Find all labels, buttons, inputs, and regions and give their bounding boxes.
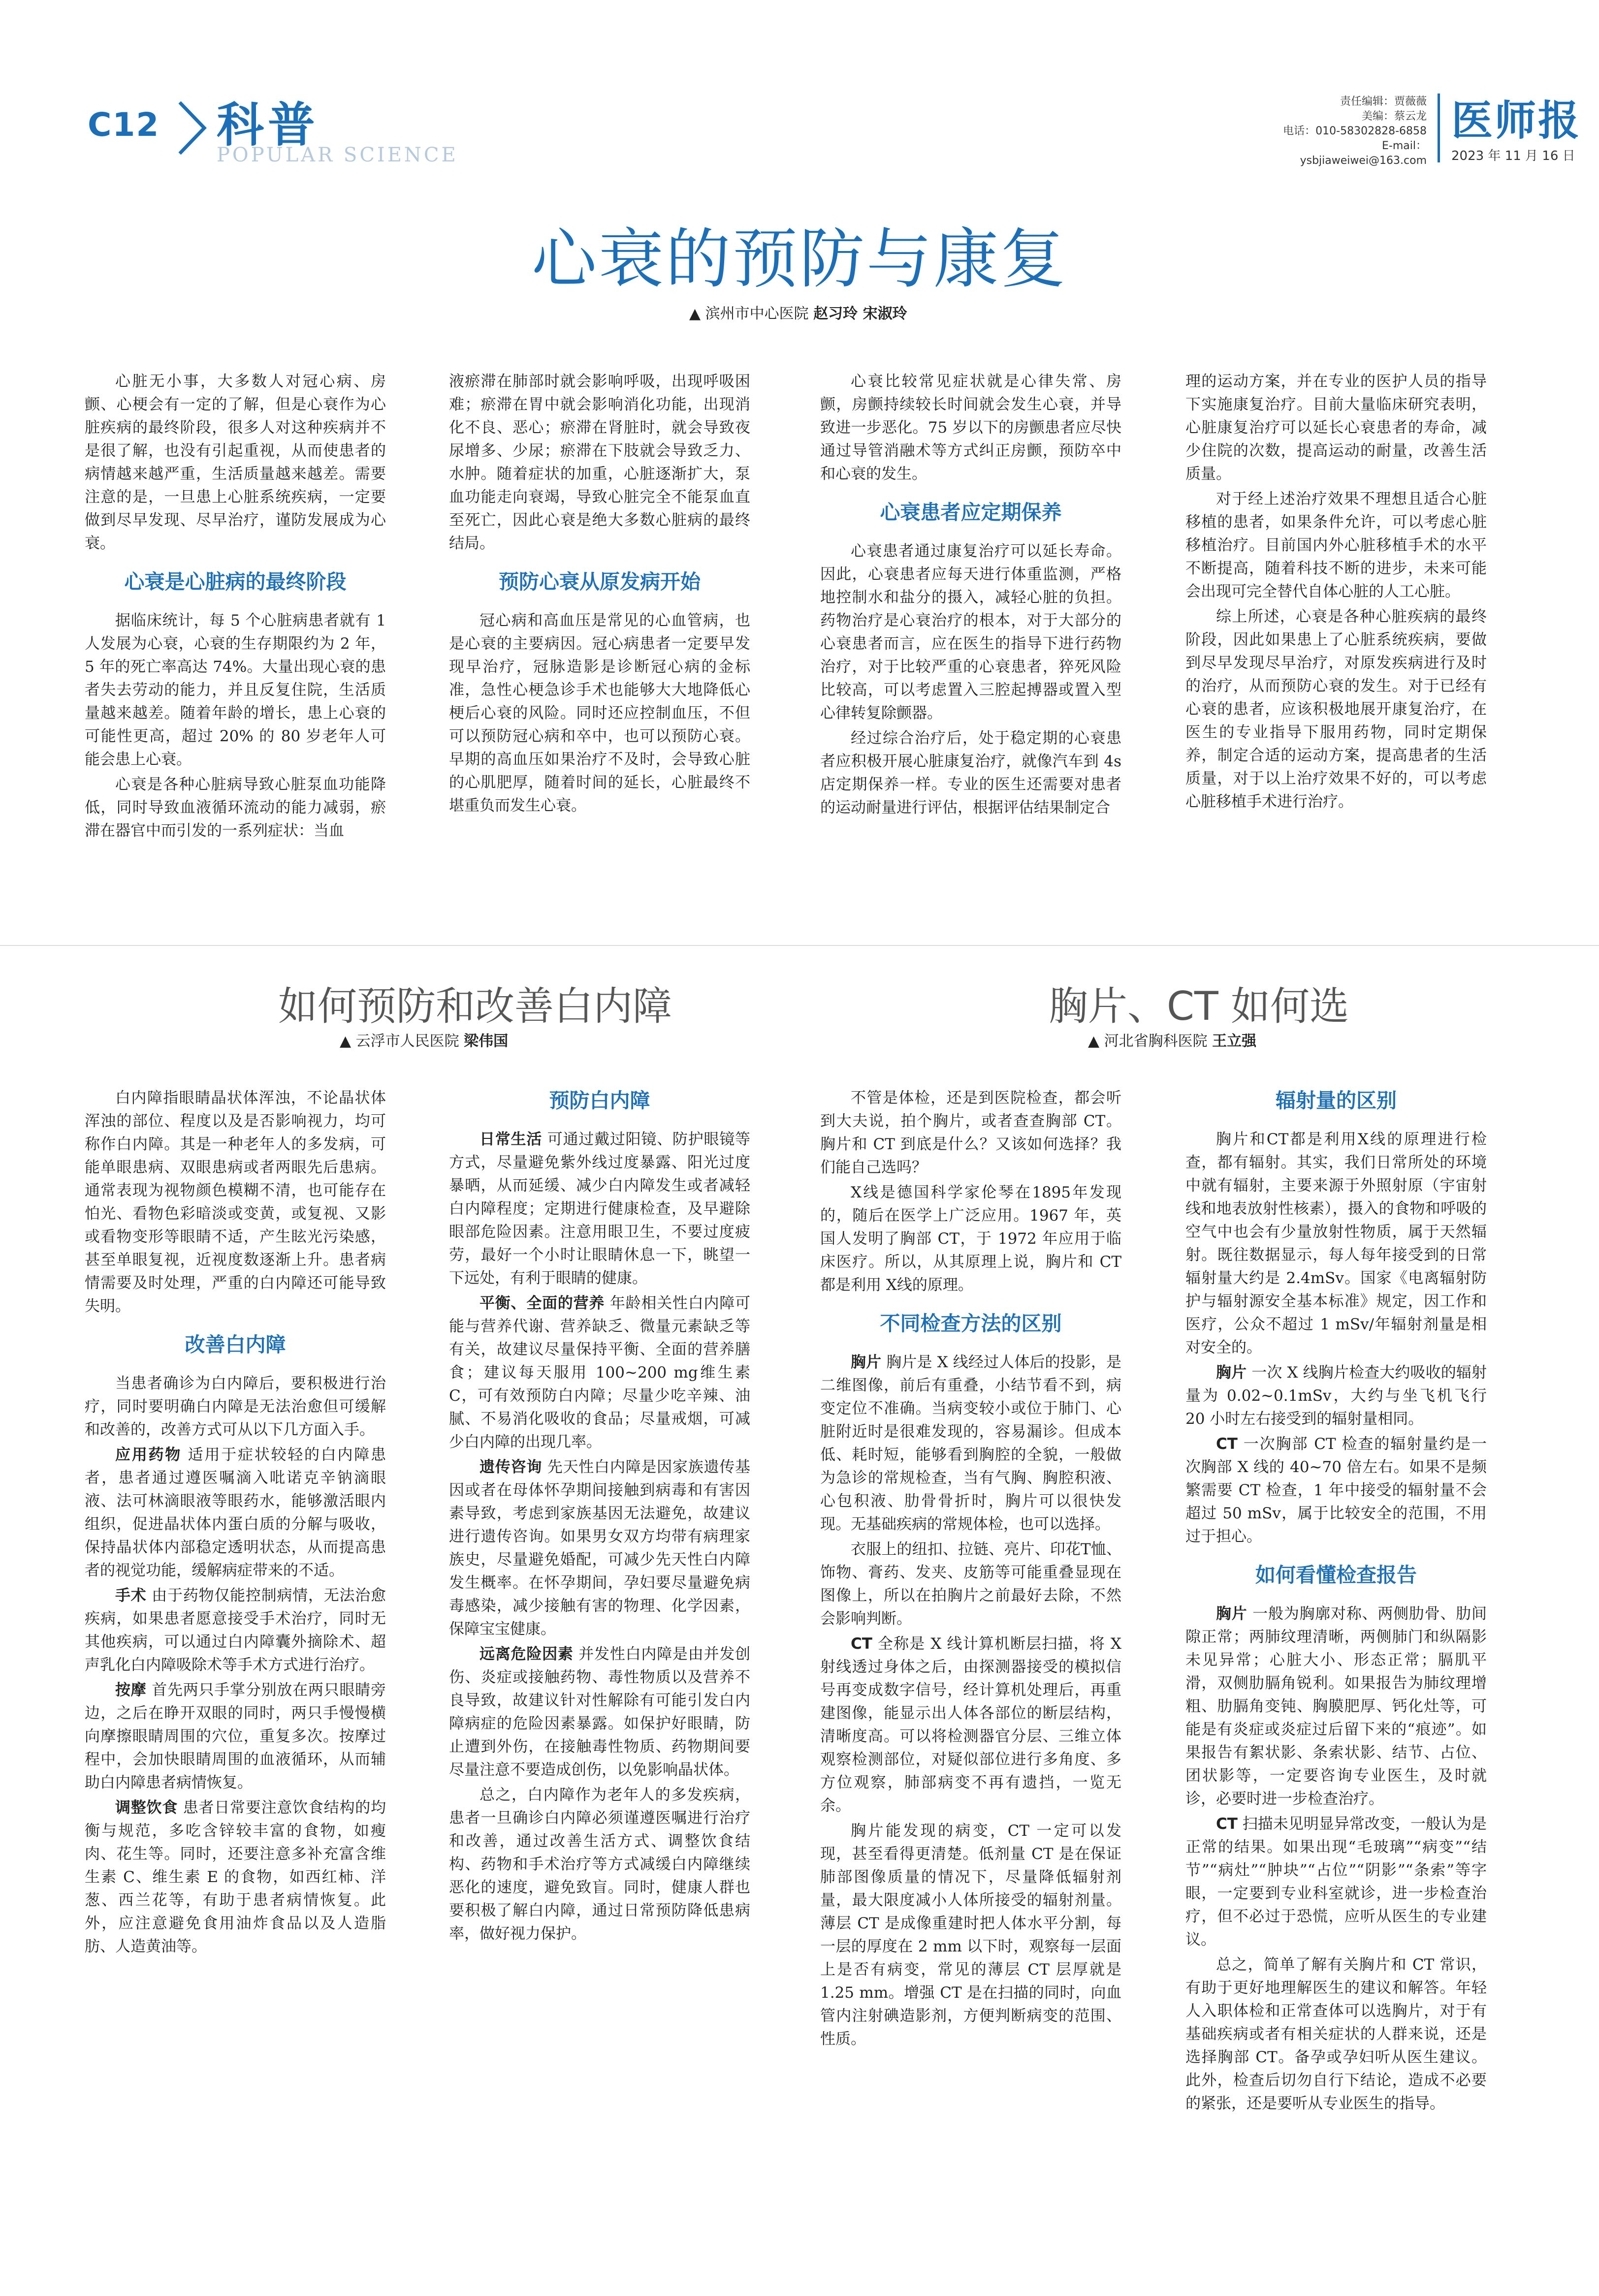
item-label: 手术	[115, 1587, 147, 1604]
subheading: 不同检查方法的区别	[880, 1312, 1062, 1335]
paragraph: 白内障指眼睛晶状体浑浊，不论晶状体浑浊的部位、程度以及是否影响视力，均可称作白内障。其是一种老年人的多发病，可能单眼患病、双眼患病或者两眼先后患病。通常表现为视物颜色模糊不清，也可能存在怕光、看物色彩暗淡或变黄，或复视、又影或看物变形等眼睛不适，产生眩光污染感，甚至单眼复视，近视度数逐渐上升。患者病情需要及时处理，严重的白内障还可能导致失明。	[85, 1089, 386, 1315]
paragraph: 当患者确诊为白内障后，要积极进行治疗，同时要明确白内障是无法治愈但可缓解和改善的，改善方式可从以下几方面入手。	[85, 1375, 386, 1439]
item-text: 胸片是 X 线经过人体后的投影，是二维图像，前后有重叠，小结节看不到，病变定位不准确。当病变较小或位于肺门、心脏附近时是很难发现的，容易漏诊。但成本低、耗时短，能够看到胸腔的全貌，一般做为急诊的常规检查，当有气胸、胸腔积液、心包积液、肋骨骨折时，胸片可以很快发现。无基础疾病的常规体检，也可以选择。	[820, 1353, 1121, 1533]
paragraph	[1185, 1361, 1487, 1431]
article2-title: 如何预防和改善白内障	[278, 983, 672, 1029]
paragraph: 心衰比较常见症状就是心律失常、房颤，房颤持续较长时间就会发生心衰，并导致进一步恶化。75 岁以下的房颤患者应尽快通过导管消融术等方式纠正房颤，预防卒中和心衰的发生。	[820, 373, 1121, 483]
article1-column-1	[85, 370, 386, 916]
item-text: 并发性白内障是由并发创伤、炎症或接触药物、毒性物质以及营养不良导致，故建议针对性解除有可能引发白内障病症的危险因素暴露。如保护好眼睛，防止遭到外伤，在接触毒性物质、药物期间要尽量注意不要造成创伤，以免影响晶状体。	[449, 1645, 750, 1779]
item-label: CT	[1216, 1815, 1238, 1833]
paragraph: 理的运动方案，并在专业的医护人员的指导下实施康复治疗。目前大量临床研究表明，心脏康复治疗可以延长心衰患者的寿命，减少住院的次数，提高运动的耐量，改善生活质量。	[1185, 373, 1487, 483]
section-title-en: POPULAR SCIENCE	[217, 144, 458, 166]
item-text: 胸片能发现的病变，CT 一定可以发现，甚至看得更清楚。低剂量 CT 是在保证肺部图像质量的情况下，尽量降低辐射剂量，最大限度减小人体所接受的辐射剂量。薄层 CT 是成像重建时把人体水平分割，每一层的厚度在 2 mm 以下时，观察每一层面上是否有病变，常见的薄层 CT 层厚就是 1.25 mm。增强 CT 是在扫描的同时，向血管内注射碘造影剂，方便判断病变的范围、性质。	[820, 1822, 1121, 2048]
paragraph: 综上所述，心衰是各种心脏疾病的最终阶段，因此如果患上了心脏系统疾病，要做到尽早发现尽早治疗，对原发疾病进行及时的治疗，从而预防心衰的发生。对于已经有心衰的患者，应该积极地展开康复治疗，在医生的专业指导下服用药物，同时定期保养，制定合适的运动方案，提高患者的生活质量，对于以上治疗效果不好的，可以考虑心脏移植手术进行治疗。	[1185, 608, 1487, 811]
paragraph: 心脏无小事，大多数人对冠心病、房颤、心梗会有一定的了解，但是心衰作为心脏疾病的最终阶段，很多人对这种疾病并不是很了解，也没有引起重视，从而使患者的病情越来越严重，生活质量越来越差。需要注意的是，一旦患上心脏系统疾病，一定要做到尽早发现、尽早治疗，谨防发展成为心衰。	[85, 373, 386, 552]
paragraph	[1185, 1603, 1487, 1811]
paragraph	[85, 1444, 386, 1582]
editor-info	[1279, 94, 1427, 168]
editor: 责任编辑：贾薇薇	[1340, 95, 1427, 108]
article2-authors: 梁伟国	[464, 1033, 509, 1050]
paragraph: 总之，简单了解有关胸片和 CT 常识，有助于更好地理解医生的建议和解答。年轻人入职体检和正常查体可以选胸片，对于有基础疾病或者有相关症状的人群来说，还是选择胸部 CT。备孕或孕妇听从医生建议。此外，检查后切勿自行下结论，造成不必要的紧张，还是要听从专业医生的指导。	[1185, 1956, 1487, 2112]
article3-title: 胸片、CT 如何选	[1049, 983, 1349, 1029]
paragraph: 心衰患者通过康复治疗可以延长寿命。因此，心衰患者应每天进行体重监测，严格地控制水和盐分的摄入，减轻心脏的负担。药物治疗是心衰治疗的根本，对于大部分的心衰患者而言，应在医生的指导下进行药物治疗，对于比较严重的心衰患者，猝死风险比较高，可以考虑置入三腔起搏器或置入型心律转复除颤器。	[820, 542, 1121, 722]
paragraph	[85, 1584, 386, 1677]
subheading: 预防白内障	[549, 1089, 650, 1112]
chevron-right-icon	[175, 98, 214, 157]
item-label: 远离危险因素	[480, 1645, 574, 1663]
item-text: 患者日常要注意饮食结构的均衡与规范，多吃含锌较丰富的食物，如瘦肉、花生等。同时，还要注意多补充富含维生素 C、维生素 E 的食物，如西红柿、洋葱、西兰花等，有助于患者病情恢复。此外，应注意避免食用油炸食品以及人造脂肪、人造黄油等。	[85, 1799, 386, 1955]
article3-byline	[1088, 1029, 1256, 1050]
paragraph	[449, 1456, 750, 1641]
paragraph: X线是德国科学家伦琴在1895年发现的，随后在医学上广泛应用。1967 年，英国人发明了胸部 CT，于 1972 年应用于临床医疗。所以，从其原理上说，胸片和 CT 都是利用 X线的原理。	[820, 1184, 1121, 1294]
article1-column-2	[449, 370, 750, 916]
item-text: 全称是 X 线计算机断层扫描，将 X 射线透过身体之后，由探测器接受的模拟信号再变成数字信号，经计算机处理后，再重建图像，能显示出人体各部位的断层结构，清晰度高。可以将检测器官分层、三维立体观察检测部位，对疑似部位进行多角度、多方位观察，肺部病变不再有遗挡，一览无余。	[820, 1635, 1121, 1815]
subheading: 改善白内障	[185, 1333, 286, 1356]
subheading: 预防心衰从原发病开始	[499, 570, 701, 594]
item-label: 按摩	[115, 1681, 147, 1699]
item-label: CT	[1216, 1435, 1238, 1453]
paragraph	[820, 1351, 1121, 1536]
item-text: 首先两只手掌分别放在两只眼睛旁边，之后在睁开双眼的同时，两只手慢慢横向摩擦眼睛周围的穴位，重复多次。按摩过程中，会加快眼睛周围的血液循环，从而辅助白内障患者病情恢复。	[85, 1681, 386, 1792]
article2-affiliation: ▲ 云浮市人民医院	[340, 1033, 459, 1050]
section-title: 科普	[217, 97, 319, 153]
paragraph	[820, 1538, 1121, 1631]
item-label: 日常生活	[480, 1131, 543, 1148]
article2-byline	[340, 1029, 508, 1050]
item-label: CT	[851, 1635, 872, 1653]
paragraph	[1185, 1813, 1487, 1951]
item-label: 胸片	[1216, 1364, 1247, 1382]
article3-authors: 王立强	[1212, 1033, 1257, 1050]
phone: 电话：010-58302828-6858	[1283, 125, 1427, 137]
paragraph	[449, 1643, 750, 1782]
paragraph	[820, 1820, 1121, 2051]
article2-column-1	[85, 1087, 386, 2278]
issue-date: 2023 年 11 月 16 日	[1451, 149, 1575, 163]
paragraph	[449, 1292, 750, 1454]
item-label: 平衡、全面的营养	[480, 1294, 605, 1312]
header-divider	[1438, 94, 1440, 162]
article1-byline	[689, 301, 907, 323]
item-text: 由于药物仅能控制病情，无法治愈疾病，如果患者愿意接受手术治疗，同时无其他疾病，可以通过白内障囊外摘除术、超声乳化白内障吸除术等手术方式进行治疗。	[85, 1587, 386, 1674]
paper-logo: 医师报	[1451, 96, 1582, 145]
email: E-mail：ysbjiaweiwei@163.com	[1300, 140, 1427, 167]
item-text: 年龄相关性白内障可能与营养代谢、营养缺乏、微量元素缺乏等有关，故建议尽量保持平衡、全面的营养膳食；建议每天服用 100~200 mg维生素 C，可有效预防白内障；尽量少吃辛辣、油腻、不易消化吸收的食品；尽量戒烟，可减少白内障的出现几率。	[449, 1294, 750, 1451]
paragraph	[85, 1796, 386, 1958]
article1-affiliation: ▲ 滨州市中心医院	[689, 305, 809, 322]
paragraph: 经过综合治疗后，处于稳定期的心衰患者应积极开展心脏康复治疗，就像汽车到 4s 店定期保养一样。专业的医生还需要对患者的运动耐量进行评估，根据评估结果制定合	[820, 729, 1121, 817]
item-text: 扫描未见明显异常改变，一般认为是正常的结果。如果出现“毛玻璃”“病变”“结节”“病灶”“肿块”“占位”“阴影”“条索”等字眼，一定要到专业科室就诊，进一步检查治疗，但不必过于恐慌，应听从医生的专业建议。	[1185, 1815, 1487, 1949]
subheading: 心衰是心脏病的最终阶段	[124, 570, 347, 594]
article3-affiliation: ▲ 河北省胸科医院	[1088, 1033, 1208, 1050]
item-text: 一次 X 线胸片检查大约吸收的辐射量为 0.02~0.1mSv，大约与坐飞机飞行 20 小时左右接受到的辐射量相同。	[1185, 1364, 1487, 1428]
item-label: 胸片	[1216, 1605, 1247, 1623]
item-label: 遗传咨询	[480, 1458, 543, 1476]
paragraph	[449, 1128, 750, 1290]
paragraph: 心衰是各种心脏病导致心脏泵血功能降低，同时导致血液循环流动的能力减弱，瘀滞在器官中而引发的一系列症状：当血	[85, 776, 386, 840]
subheading: 辐射量的区别	[1276, 1089, 1397, 1112]
item-label: 调整饮食	[115, 1799, 178, 1817]
article1-authors: 赵习玲 宋淑玲	[813, 305, 907, 322]
paragraph: 据临床统计，每 5 个心脏病患者就有 1 人发展为心衰，心衰的生存期限约为 2 年，5 年的死亡率高达 74%。大量出现心衰的患者失去劳动的能力，并且反复住院，生活质量越来越差。随着年龄的增长，患上心衰的可能性更高，超过 20% 的 80 岁老年人可能会患上心衰。	[85, 612, 386, 768]
paragraph: 胸片和CT都是利用X线的原理进行检查，都有辐射。其实，我们日常所处的环境中就有辐射，主要来源于外照射原（宇宙射线和地表放射性核素），摄入的食物和呼吸的空气中也会有少量放射性物质，属于天然辐射。既往数据显示，每人每年接受到的日常辐射量大约是 2.4mSv。国家《电离辐射防护与辐射源安全基本标准》规定，因工作和医疗，公众不超过 1 mSv/年辐射剂量是相对安全的。	[1185, 1131, 1487, 1356]
item-text: 先天性白内障是因家族遗传基因或者在母体怀孕期间接触到病毒和有害因素导致，考虑到家族基因无法避免，故建议进行遗传咨询。如果男女双方均带有病理家族史，尽量避免婚配，可减少先天性白内障发生概率。在怀孕期间，孕妇要尽量避免病毒感染，减少接触有害的物理、化学因素，保障宝宝健康。	[449, 1458, 750, 1638]
section-divider	[0, 945, 1599, 946]
paragraph: 总之，白内障作为老年人的多发疾病，患者一旦确诊白内障必须谨遵医嘱进行治疗和改善，通过改善生活方式、调整饮食结构、药物和手术治疗等方式减缓白内障继续恶化的速度，避免致盲。同时，健康人群也要积极了解白内障，通过日常预防降低患病率，做好视力保护。	[449, 1786, 750, 1943]
subheading: 如何看懂检查报告	[1255, 1563, 1417, 1587]
article1-title: 心衰的预防与康复	[532, 221, 1067, 297]
paragraph	[85, 1679, 386, 1794]
item-text: 一次胸部 CT 检查的辐射量约是一次胸部 X 线的 40~70 倍左右。如果不是频繁需要 CT 检查，1 年中接受的辐射量不会超过 50 mSv，属于比较安全的范围，不用过于担心。	[1185, 1435, 1487, 1545]
paragraph: 对于经上述治疗效果不理想且适合心脏移植的患者，如果条件允许，可以考虑心脏移植治疗。目前国内外心脏移植手术的水平不断提高，随着科技不断的进步，未来可能会出现可完全替代自体心脏的人工心脏。	[1185, 490, 1487, 600]
item-text: 衣服上的纽扣、拉链、亮片、印花T恤、饰物、膏药、发夹、皮筋等可能重叠显现在图像上，所以在拍胸片之前最好去除，不然会影响判断。	[820, 1541, 1121, 1628]
paragraph: 不管是体检，还是到医院检查，都会听到大夫说，拍个胸片，或者查查胸部 CT。胸片和 CT 到底是什么？又该如何选择？我们能自己选吗？	[820, 1089, 1121, 1176]
article2-column-2	[449, 1087, 750, 2278]
item-text: 适用于症状较轻的白内障患者，患者通过遵医嘱滴入吡诺克辛钠滴眼液、法可林滴眼液等眼药水，能够激活眼内组织，促进晶状体内蛋白质的分解与吸收，保持晶状体内部稳定透明状态，从而提高患者的视觉功能，缓解病症带来的不适。	[85, 1446, 386, 1579]
paragraph	[1185, 1433, 1487, 1548]
subheading: 心衰患者应定期保养	[880, 501, 1062, 524]
designer: 美编：蔡云龙	[1361, 110, 1427, 123]
item-label: 胸片	[851, 1353, 882, 1371]
item-label: 应用药物	[115, 1446, 182, 1464]
paragraph	[820, 1633, 1121, 1818]
article3-column-1	[820, 1087, 1121, 2278]
item-text: 可通过戴过阳镜、防护眼镜等方式，尽量避免紫外线过度暴露、阳光过度暴晒，从而延缓、减少白内障发生或者减轻白内障程度；定期进行健康检查，及早避除眼部危险因素。注意用眼卫生，不要过度疲劳，最好一个小时让眼睛休息一下，眺望一下远处，有利于眼睛的健康。	[449, 1131, 750, 1287]
paragraph: 冠心病和高血压是常见的心血管病，也是心衰的主要病因。冠心病患者一定要早发现早治疗，冠脉造影是诊断冠心病的金标准，急性心梗急诊手术也能够大大地降低心梗后心衰的风险。同时还应控制血压，不但可以预防冠心病和卒中，也可以预防心衰。早期的高血压如果治疗不及时，会导致心脏的心肌肥厚，随着时间的延长，心脏最终不堪重负而发生心衰。	[449, 612, 750, 815]
article1-column-4	[1185, 370, 1487, 916]
page-number: C12	[88, 106, 160, 144]
article1-column-3	[820, 370, 1121, 916]
article3-column-2	[1185, 1087, 1487, 2278]
item-text: 一般为胸廓对称、两侧肋骨、肋间隙正常；两肺纹理清晰，两侧肺门和纵隔影未见异常；心脏大小、形态正常；膈肌平滑，双侧肋膈角锐利。如果报告为肺纹理增粗、肋膈角变钝、胸膜肥厚、钙化灶等，可能是有炎症或炎症过后留下来的“痕迹”。如果报告有絮状影、条索状影、结节、占位、团状影等，一定要咨询专业医生，及时就诊，必要时进一步检查治疗。	[1185, 1605, 1487, 1808]
paragraph: 液瘀滞在肺部时就会影响呼吸，出现呼吸困难；瘀滞在胃中就会影响消化功能，出现消化不良、恶心；瘀滞在肾脏时，就会导致夜尿增多、少尿；瘀滞在下肢就会导致乏力、水肿。随着症状的加重，心脏逐渐扩大，泵血功能走向衰竭，导致心脏完全不能泵血直至死亡，因此心衰是绝大多数心脏病的最终结局。	[449, 373, 750, 552]
